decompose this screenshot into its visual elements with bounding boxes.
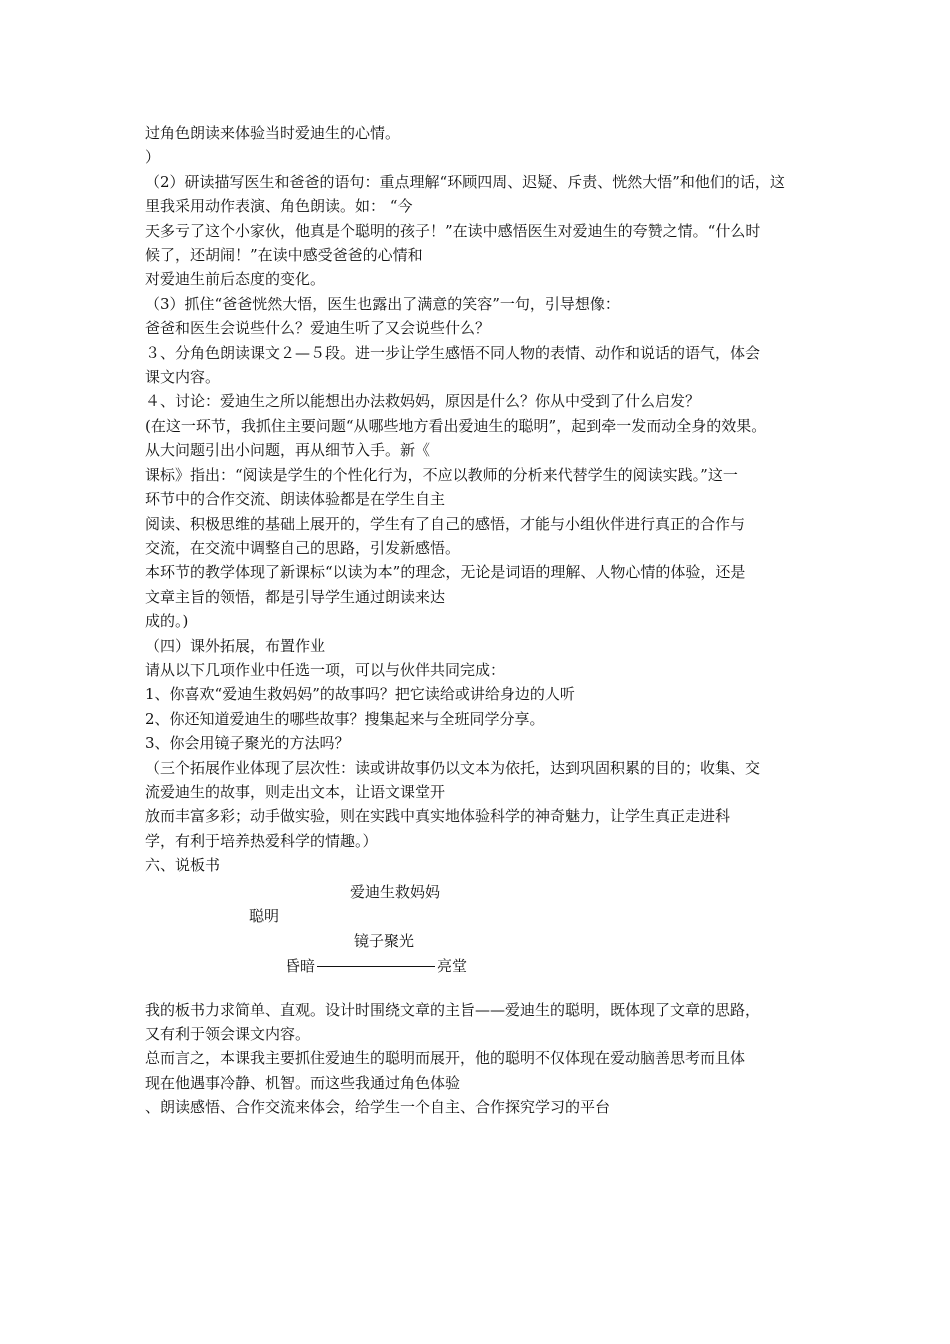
- text-line: 从大问题引出小问题，再从细节入手。新《: [145, 441, 431, 460]
- text-line: 2、你还知道爱迪生的哪些故事？搜集起来与全班同学分享。: [145, 709, 545, 728]
- text-line: 放而丰富多彩；动手做实验，则在实践中真实地体验科学的神奇魅力，让学生真正走进科: [145, 807, 731, 826]
- text-line: 阅读、积极思维的基础上展开的，学生有了自己的感悟，才能与小组伙伴进行真正的合作与: [145, 514, 746, 533]
- text-line: 交流，在交流中调整自己的思路，引发新感悟。: [145, 538, 461, 557]
- text-line: 本环节的教学体现了新课标“以读为本”的理念，无论是词语的理解、人物心情的体验，还是: [145, 563, 746, 582]
- text-line: 里我采用动作表演、角色朗读。如： “今: [145, 197, 413, 216]
- blackboard-design: [145, 878, 825, 998]
- board-bright-label: 亮堂: [437, 956, 468, 975]
- text-line: 课标》指出：“阅读是学生的个性化行为，不应以教师的分析来代替学生的阅读实践。”这一: [145, 465, 738, 484]
- text-line: 爸爸和医生会说些什么？爱迪生听了又会说些什么？: [145, 319, 491, 338]
- text-line: 总而言之，本课我主要抓住爱迪生的聪明而展开，他的聪明不仅体现在爱动脑善思考而且体: [145, 1049, 746, 1068]
- text-line: ４、讨论：爱迪生之所以能想出办法救妈妈，原因是什么？你从中受到了什么启发？: [145, 392, 701, 411]
- text-line: ）: [145, 148, 161, 167]
- board-contrast-row: [285, 954, 467, 978]
- document-body: [145, 121, 825, 1120]
- text-line: 环节中的合作交流、朗读体验都是在学生自主: [145, 490, 446, 509]
- text-line: 1、你喜欢“爱迪生救妈妈”的故事吗？把它读给或讲给身边的人听: [145, 685, 575, 704]
- text-line: 文章主旨的领悟，都是引导学生通过朗读来达: [145, 587, 446, 606]
- bottom-text-block: [145, 998, 825, 1120]
- text-line: 请从以下几项作业中任选一项，可以与伙伴共同完成：: [145, 660, 506, 679]
- text-line: 3、你会用镜子聚光的方法吗？: [145, 734, 350, 753]
- text-line: 学，有利于培养热爱科学的情趣。）: [145, 831, 378, 850]
- text-line: 成的。): [145, 612, 189, 631]
- text-line: 候了，还胡闹！”在读中感受爸爸的心情和: [145, 246, 423, 265]
- board-title: 爱迪生救妈妈: [350, 882, 441, 901]
- text-line: ３、分角色朗读课文２—５段。进一步让学生感悟不同人物的表情、动作和说话的语气，体会: [145, 343, 761, 362]
- text-line: 天多亏了这个小家伙，他真是个聪明的孩子！”在读中感悟医生对爱迪生的夸赞之情。“什么时: [145, 221, 761, 240]
- text-line: 我的板书力求简单、直观。设计时围绕文章的主旨——爱迪生的聪明，既体现了文章的思路，: [145, 1000, 761, 1019]
- text-line: 六、说板书: [145, 856, 221, 875]
- board-dash-line: [317, 966, 435, 967]
- text-line: (在这一环节，我抓住主要问题“从哪些地方看出爱迪生的聪明”，起到牵一发而动全身的效果。: [145, 416, 767, 435]
- text-line: 过角色朗读来体验当时爱迪生的心情。: [145, 124, 401, 142]
- board-dark-label: 昏暗: [285, 956, 316, 975]
- text-line: （3）抓住“爸爸恍然大悟，医生也露出了满意的笑容”一句，引导想像：: [145, 294, 620, 313]
- text-line: 课文内容。: [145, 368, 221, 387]
- text-line: （2）研读描写医生和爸爸的语句：重点理解“环顾四周、迟疑、斥责、恍然大悟”和他们的话，这: [145, 172, 785, 191]
- top-text-block: [145, 121, 825, 878]
- text-line: （三个拓展作业体现了层次性：读或讲故事仍以文本为依托，达到巩固积累的目的；收集、交: [145, 758, 761, 777]
- board-smart-label: 聪明: [249, 906, 280, 925]
- text-line: 现在他遇事冷静、机智。而这些我通过角色体验: [145, 1073, 461, 1092]
- text-line: 又有利于领会课文内容。: [145, 1025, 311, 1043]
- text-line: 对爱迪生前后态度的变化。: [145, 270, 326, 289]
- text-line: （四）课外拓展，布置作业: [145, 636, 326, 655]
- text-line: 、朗读感悟、合作交流来体会，给学生一个自主、合作探究学习的平台: [145, 1098, 611, 1117]
- text-line: 流爱迪生的故事，则走出文本，让语文课堂开: [145, 782, 446, 801]
- board-mirror-label: 镜子聚光: [354, 931, 415, 950]
